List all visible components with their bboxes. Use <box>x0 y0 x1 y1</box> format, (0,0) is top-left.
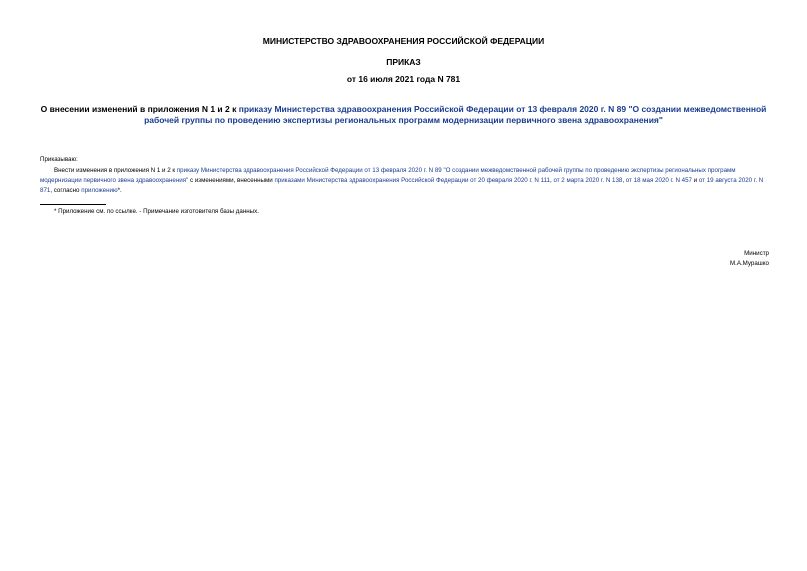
order-138-link[interactable]: от 2 марта 2020 г. N 138 <box>553 177 623 184</box>
order-type-heading: ПРИКАЗ <box>386 57 421 67</box>
paragraph-text-7: *. <box>117 187 122 194</box>
paragraph-text-6: , согласно <box>50 187 82 194</box>
ministry-heading: МИНИСТЕРСТВО ЗДРАВООХРАНЕНИЯ РОССИЙСКОЙ ФЕДЕРАЦИИ <box>262 36 545 46</box>
paragraph-text-2: с изменениями, внесенными <box>188 177 275 184</box>
document-title <box>40 104 767 126</box>
order-89-link[interactable]: приказу Министерства здравоохранения Российской Федерации от 13 февраля 2020 г. N 89 "О создании межведомственной рабочей группы по проведению экспертизы региональных программ модернизации первичного звена здравоохранения" <box>40 167 736 184</box>
footnote-divider <box>40 204 106 205</box>
signature-name: М.А.Мурашко <box>729 260 769 267</box>
title-order-89-link[interactable]: приказу Министерства здравоохранения Российской Федерации от 13 февраля 2020 г. N 89 "О создании межведомственной рабочей группы по проведению экспертизы региональных программ модернизации первичного звена здравоохранения" <box>144 104 767 125</box>
paragraph-text-1: Внести изменения в приложения N 1 и 2 к <box>54 167 177 174</box>
prikazyvayu-text: Приказываю: <box>40 156 78 163</box>
order-457-link[interactable]: от 18 мая 2020 г. N 457 <box>625 177 692 184</box>
title-prefix: О внесении изменений в приложения N 1 и 2 к <box>40 104 239 114</box>
paragraph-text-4: , <box>622 177 626 184</box>
signature-post: Министр <box>744 250 769 257</box>
order-111-link[interactable]: приказами Министерства здравоохранения Российской Федерации от 20 февраля 2020 г. N 111 <box>274 177 550 184</box>
order-871-link[interactable]: от 19 августа 2020 г. N 871 <box>40 177 764 194</box>
order-paragraph <box>40 166 770 196</box>
appendix-link[interactable]: приложению <box>81 187 118 194</box>
footnote-text: * Приложение см. по ссылке. - Примечание изготовителя базы данных. <box>54 208 259 215</box>
order-date: от 16 июля 2021 года N 781 <box>346 74 461 84</box>
paragraph-text-3: , <box>550 177 554 184</box>
paragraph-text-5: и <box>691 177 699 184</box>
